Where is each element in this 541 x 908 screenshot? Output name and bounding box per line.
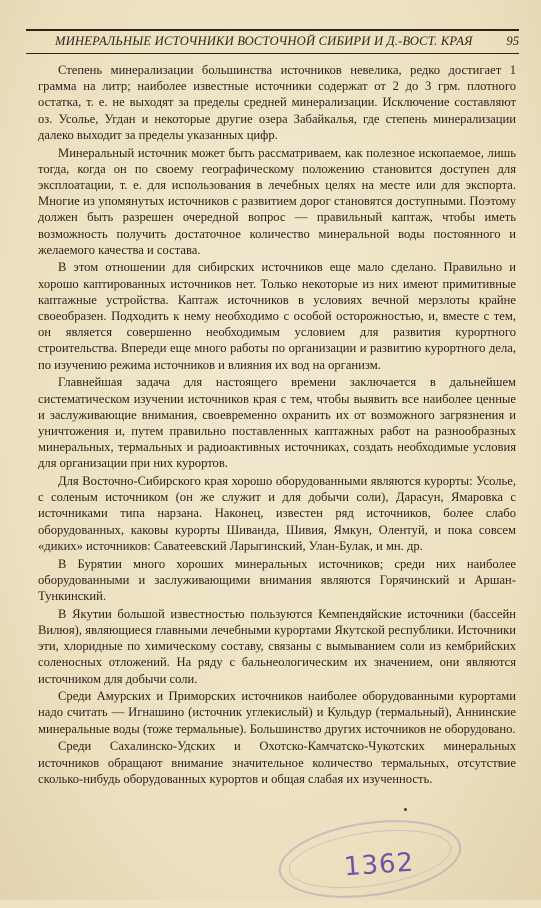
header-rule-top [26,29,519,31]
paragraph: Главнейшая задача для настоящего времени заключается в дальнейшем систематическом изучении источников края с тем, чтобы выявить все наиболее ценные и заслуживающие внимания, своевременно охранить их от возможного загрязнения и уничтожения и, путем правильно поставленных каптажных работ на разнообразных минеральных, термальных и радиоактивных источниках, создать необходимые условия для организации при них курортов. [38,375,516,471]
paragraph: В этом отношении для сибирских источников еще мало сделано. Правильно и хорошо каптированных источников нет. Только некоторые из них имеют примитивные каптажные устройства. Каптаж источников в условиях вечной мерзлоты крайне своеобразен. Подходить к нему необходимо с особой осторожностью, и, вместе с тем, он является совершенно необходимым условием для развития курортного строительства. Впереди еще много работы по организации и развитию курортного дела, по изучению режима источников и влияния их вод на организм. [38,260,516,372]
body-text [38,62,516,788]
header-rule-bottom [26,53,519,54]
running-head: МИНЕРАЛЬНЫЕ ИСТОЧНИКИ ВОСТОЧНОЙ СИБИРИ И Д.-ВОСТ. КРАЯ [55,34,473,48]
paragraph: В Якутии большой известностью пользуются Кемпендяйские источники (бассейн Вилюя), являющиеся главными лечебными курортами Якутской республики. Источники эти, хлоридные по химическому составу, связаны с вымыванием соли из кембрийских соленосных отложений. На ряду с бальнеологическим их значением, они являются источником для добычи соли. [38,606,516,686]
paragraph: Минеральный источник может быть рассматриваем, как полезное ископаемое, лишь тогда, когда он по своему географическому положению становится доступен для эксплоатации, т. е. для использования в лечебных целях на месте или для экспорта. Многие из упомянутых источников с развитием дорог становятся доступными. Поэтому должен быть разрешен очередной вопрос — правильный каптаж, чтобы иметь возможность получить достаточное количество минеральной воды постоянного и желаемого качества и состава. [38,145,516,257]
handwritten-inventory-number: 1362 [343,847,416,883]
paragraph: Степень минерализации большинства источников невелика, редко достигает 1 грамма на литр; наиболее известные источники содержат от 2 до 3 грм. плотного остатка, т. е. не выходят за пределы средней минерализации. Исключение составляют оз. Усолье, Угдан и некоторые другие озера Забайкалья, где степень минерализации далеко выходит за пределы указанных цифр. [38,63,516,142]
paragraph: Среди Амурских и Приморских источников наиболее оборудованными курортами надо считать — Игнашино (источник углекислый) и Кульдур (термальный), Аннинские минеральные воды (тоже термальные). Большинство других источников не оборудовано. [38,689,516,736]
ink-dot [404,808,407,811]
paragraph: Для Восточно-Сибирского края хорошо оборудованными являются курорты: Усолье, с соленым источником (он же служит и для добычи соли), Дарасун, Ямаровка с источниками типа нарзана. Наконец, известен ряд источников, более слабо оборудованных, каковы курорты Шиванда, Шивия, Ямкун, Олентуй, и пока совсем «диких» источников: Саватеевский Ларыгинский, Улан-Булак, и мн. др. [38,474,516,553]
paragraph: Среди Сахалинско-Удских и Охотско-Камчатско-Чукотских минеральных источников обращают внимание значительное количество термальных, отсутствие сколько-нибудь оборудованных курортов и общая слабая их изученность. [38,739,516,786]
paragraph: В Бурятии много хороших минеральных источников; среди них наиболее оборудованными и заслуживающими внимания являются Горячинский и Аршан-Тункинский. [38,556,516,603]
page-number: 95 [506,34,519,48]
